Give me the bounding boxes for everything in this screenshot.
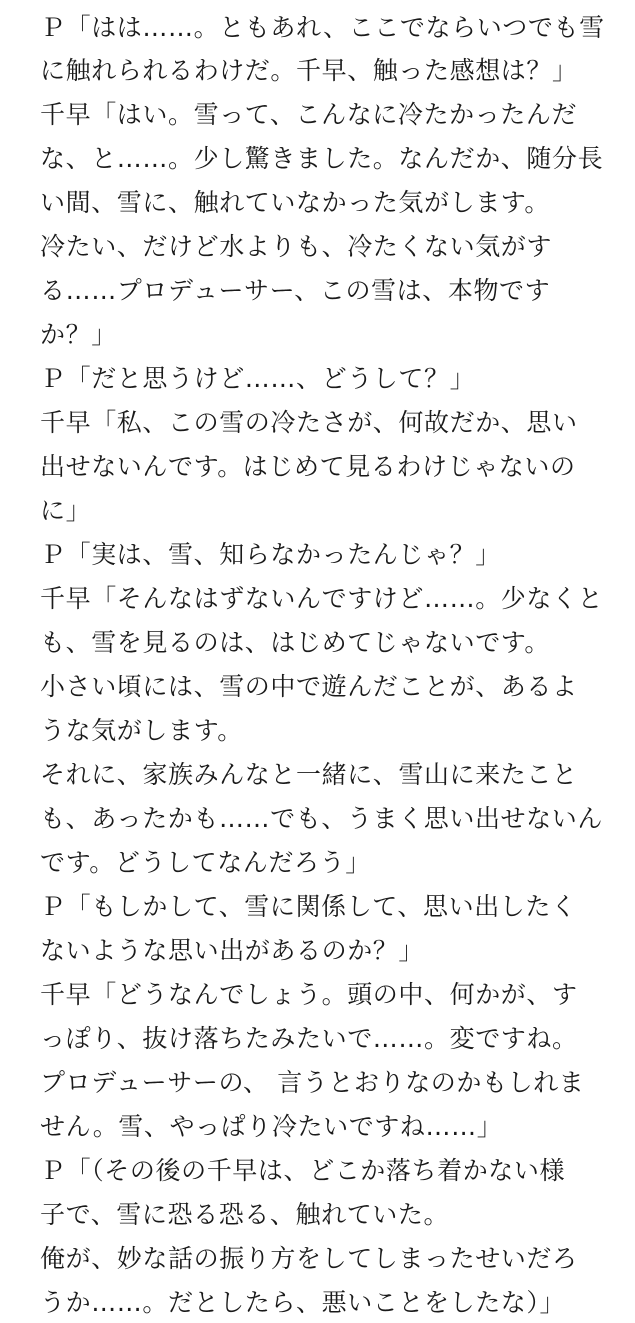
text-line: 俺が、妙な話の振り方をしてしまったせいだろ xyxy=(40,1244,578,1273)
text-line: 千早「はい。雪って、こんなに冷たかったんだ xyxy=(40,100,578,129)
text-line: それに、家族みんなと一緒に、雪山に来たこと xyxy=(40,760,578,789)
text-line: 千早「どうなんでしょう。頭の中、何かが、す xyxy=(40,980,578,1009)
text-line: ないような思い出があるのか？」 xyxy=(40,936,425,965)
text-line: Ｐ「もしかして、雪に関係して、思い出したく xyxy=(40,892,577,921)
text-line: い間、雪に、触れていなかった気がします。 xyxy=(40,188,551,217)
text-line: Ｐ「はは……。ともあれ、ここでならいつでも雪 xyxy=(40,13,605,42)
text-line: る……プロデューサー、この雪は、本物です xyxy=(40,276,551,305)
text-line: も、あったかも……でも、うまく思い出せないん xyxy=(40,804,603,833)
text-line: です。どうしてなんだろう」 xyxy=(40,848,371,877)
text-line: か？」 xyxy=(40,320,117,349)
text-line: Ｐ「実は、雪、知らなかったんじゃ？」 xyxy=(40,540,501,569)
text-line: Ｐ「（その後の千早は、どこか落ち着かない様 xyxy=(40,1156,566,1185)
text-line: うな気がします。 xyxy=(40,716,243,745)
text-line: 小さい頃には、雪の中で遊んだことが、あるよ xyxy=(40,672,578,701)
text-line: も、雪を見るのは、はじめてじゃないです。 xyxy=(40,628,551,657)
text-line: うか……。だとしたら、悪いことをしたな）」 xyxy=(40,1288,566,1317)
text-line: 冷たい、だけど水よりも、冷たくない気がす xyxy=(40,232,553,261)
text-line: 子で、雪に恐る恐る、触れていた。 xyxy=(40,1200,450,1229)
text-line: に触れられるわけだ。千早、触った感想は？」 xyxy=(40,56,578,85)
text-line: 千早「私、この雪の冷たさが、何故だか、思い xyxy=(40,408,578,437)
text-line: に」 xyxy=(40,496,92,525)
text-line: っぽり、抜け落ちたみたいで……。変ですね。 xyxy=(40,1024,578,1053)
text-line: 出せないんです。はじめて見るわけじゃないの xyxy=(40,452,576,481)
text-line: Ｐ「だと思うけど……、どうして？」 xyxy=(40,364,476,393)
text-line: 千早「そんなはずないんですけど……。少なくと xyxy=(40,584,604,613)
text-line: せん。雪、やっぱり冷たいですね……」 xyxy=(40,1112,503,1141)
text-line: プロデューサーの、 言うとおりなのかもしれま xyxy=(40,1068,585,1097)
text-line: な、と……。少し驚きました。なんだか、随分長 xyxy=(40,144,604,173)
